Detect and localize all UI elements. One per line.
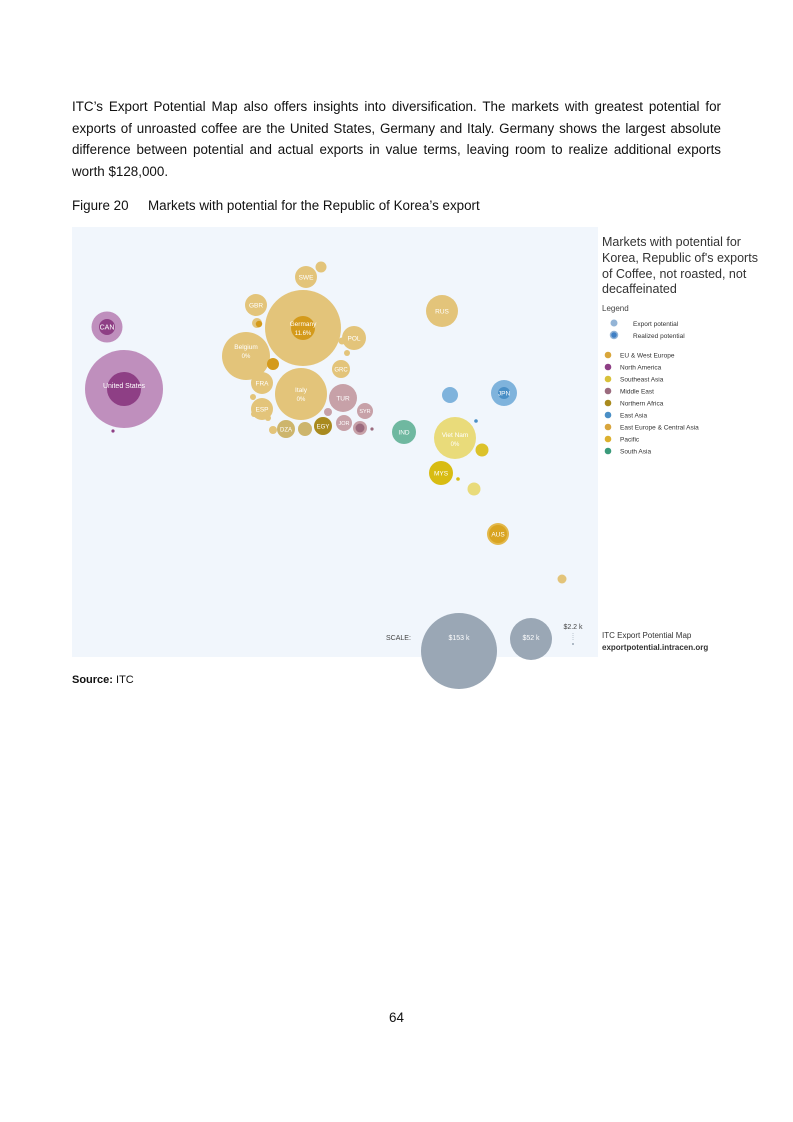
label-italy-share: 0% <box>296 397 306 403</box>
label-tur: TUR <box>336 395 350 403</box>
bubble-chart <box>72 227 758 657</box>
minor-market-dot <box>456 477 460 481</box>
source-line <box>72 674 134 686</box>
plot-area <box>72 227 598 657</box>
label-aus: AUS <box>491 531 505 539</box>
bubble-small-pacific <box>558 575 567 584</box>
scale-label: SCALE: <box>386 635 411 642</box>
legend-region-label: Southeast Asia <box>620 376 664 384</box>
legend-region-label: Pacific <box>620 436 640 444</box>
label-italy: Italy <box>295 387 307 394</box>
page-number: 64 <box>389 1010 404 1025</box>
minor-market-dot <box>474 419 478 423</box>
label-gbr: GBR <box>248 302 264 310</box>
legend-region-swatch <box>605 412 612 419</box>
scale-bubble-large <box>421 613 497 689</box>
bubble-small-me <box>324 408 332 416</box>
label-jpn: JPN <box>497 390 511 398</box>
bubble-small-nafr <box>298 422 312 436</box>
chart-title-line-2: Korea, Republic of's exports <box>602 251 758 265</box>
label-fra: FRA <box>255 380 269 388</box>
minor-market-dot <box>269 426 277 434</box>
source-value: ITC <box>116 674 134 686</box>
label-swe: SWE <box>298 274 314 282</box>
bubble-small-easia <box>442 387 458 403</box>
legend-region-label: Northern Africa <box>620 400 664 408</box>
figure-number: Figure 20 <box>72 198 129 213</box>
minor-market-dot <box>370 427 373 430</box>
source-label: Source: <box>72 674 113 686</box>
legend-realized-potential-swatch <box>611 332 618 339</box>
minor-market-dot <box>250 394 256 400</box>
chart-footer-source: ITC Export Potential Map <box>602 631 692 640</box>
legend-region-swatch <box>605 400 612 407</box>
minor-market-dot <box>316 262 327 273</box>
label-esp: ESP <box>255 406 269 414</box>
legend-export-potential-swatch <box>611 320 618 327</box>
bubble-small-eu <box>267 358 279 370</box>
chart-title-line-1: Markets with potential for <box>602 235 741 249</box>
legend-export-potential: Export potential <box>633 321 679 328</box>
label-egy: EGY <box>316 424 330 431</box>
chart-title-line-3: of Coffee, not roasted, not <box>602 267 747 281</box>
bubble-italy-potential <box>275 368 327 420</box>
label-pol: POL <box>347 335 361 343</box>
export-potential-map <box>72 227 758 657</box>
legend-title: Legend <box>602 304 629 313</box>
legend-regions <box>605 352 699 456</box>
body-paragraph: ITC’s Export Potential Map also offers insights into diversification. The markets with greatest potential for exports of unroasted coffee are the United States, Germany and Italy. Germany shows the largest absolute difference between potential and actual exports in value terms, leaving room to realize additional exports worth $128,000. <box>72 99 721 179</box>
bubble-gbr-realized <box>256 321 262 327</box>
legend-region-label: EU & West Europe <box>620 352 675 360</box>
label-united-states: United States <box>102 383 146 390</box>
legend-region-label: East Asia <box>620 412 648 420</box>
legend-region-swatch <box>605 436 612 443</box>
legend-region-swatch <box>605 388 612 395</box>
label-dza: DZA <box>280 427 292 434</box>
minor-market-dot <box>344 350 350 356</box>
label-viet-nam-share: 0% <box>450 442 460 448</box>
scale-value-small: $2.2 k <box>563 624 583 631</box>
label-syr: SYR <box>359 409 371 415</box>
label-germany: Germany <box>289 321 317 328</box>
scale-value-large: $153 k <box>448 635 470 642</box>
legend-region-label: East Europe & Central Asia <box>620 424 699 432</box>
label-viet-nam: Viet Nam <box>441 432 469 439</box>
legend-region-label: South Asia <box>620 448 652 456</box>
label-belgium-share: 0% <box>241 354 251 360</box>
figure-title: Markets with potential for the Republic of Korea’s export <box>148 198 480 213</box>
label-mys: MYS <box>433 470 449 478</box>
legend-realized-potential: Realized potential <box>633 333 685 340</box>
scale-bubble-small <box>572 643 574 645</box>
scale-value-medium: $52 k <box>522 635 540 642</box>
legend-region-swatch <box>605 376 612 383</box>
label-rus: RUS <box>435 308 449 316</box>
label-ind: IND <box>398 429 410 437</box>
bubble-small-me-2-realized <box>356 424 365 433</box>
legend-region-label: Middle East <box>620 388 654 396</box>
legend-region-label: North America <box>620 364 662 372</box>
legend-region-swatch <box>605 424 612 431</box>
figure-caption <box>72 198 480 213</box>
legend-region-swatch <box>605 364 612 371</box>
label-jor: JOR <box>338 421 350 427</box>
label-can: CAN <box>99 324 115 332</box>
bubble-small-sea-2 <box>468 483 481 496</box>
label-grc: GRC <box>334 367 348 374</box>
legend-region-swatch <box>605 352 612 359</box>
label-belgium: Belgium <box>234 344 258 351</box>
bubble-small-sea <box>476 444 489 457</box>
chart-footer-url: exportpotential.intracen.org <box>602 643 709 652</box>
label-germany-share: 11.6% <box>294 331 312 337</box>
legend-region-swatch <box>605 448 612 455</box>
minor-market-dot <box>111 429 114 432</box>
chart-title-line-4: decaffeinated <box>602 282 677 296</box>
